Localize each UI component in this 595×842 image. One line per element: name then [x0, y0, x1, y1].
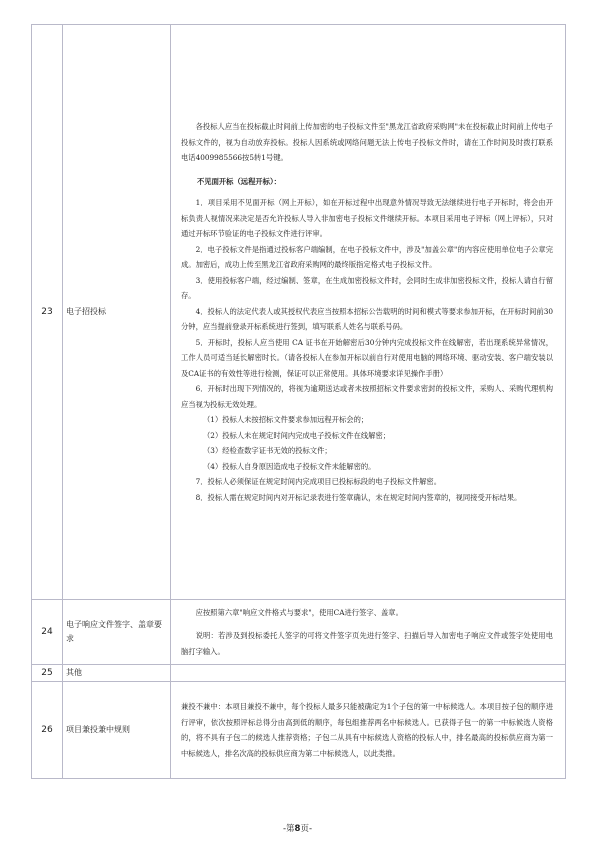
page-number: 8 [294, 824, 301, 834]
row-content [171, 25, 566, 600]
paragraph: 3．使用投标客户端，经过编制、签章，在生成加密投标文件时，会同时生成非加密投标文件，投标人请自行留存。 [181, 275, 553, 300]
info-table [31, 24, 566, 779]
row-number: 26 [32, 682, 63, 779]
table-row [32, 665, 566, 682]
paragraph: 各投标人应当在投标截止时间前上传加密的电子投标文件至"黑龙江省政府采购网"未在投标截止时间前上传电子投标文件的，视为自动放弃投标。投标人因系统或网络问题无法上传电子投标文件时，请在工作时间及时拨打联系电话4009985566按5转1号键。 [181, 122, 553, 162]
paragraph: 说明：若涉及到投标委托人签字的可将文件签字页先进行签字、扫描后导入加密电子响应文件或签字处使用电脑打字输入。 [181, 631, 553, 656]
paragraph: 应按照第六章"响应文件格式与要求"，使用CA进行签字、盖章。 [195, 607, 403, 617]
page-footer [0, 822, 595, 834]
list-item: （1）投标人未按招标文件要求参加远程开标会的； [203, 415, 369, 424]
list-item: （4）投标人自身原因造成电子投标文件未能解密的。 [203, 461, 376, 471]
footer-suffix: 页- [300, 824, 313, 834]
paragraph: 兼投不兼中：本项目兼投不兼中，每个投标人最多只能被确定为1个子包的第一中标候选人。本项目按子包的顺序进行评审，依次按照评标总得分由高到低的顺序，每包组推荐两名中标候选人。已获得子包一的第一中标候选人资格的，将不具有子包二的候选人推荐资格；子包二从具有中标候选人资格的投标人中，排名最高的投标供应商为第一中标候选人，排名次高的投标供应商为第二中标候选人，以此类推。 [181, 702, 553, 758]
row-number: 25 [32, 665, 63, 682]
subheading: 不见面开标（远程开标）： [197, 176, 281, 186]
paragraph: 6．开标时出现下列情况的，将视为逾期送达或者未按照招标文件要求密封的投标文件，采购人、采购代理机构应当视为投标无效处理。 [181, 384, 553, 409]
row-name: 电子招投标 [63, 25, 171, 600]
paragraph: 5．开标时，投标人应当使用 CA 证书在开始解密后30分钟内完成投标文件在线解密，若出现系统异常情况，工作人员可适当延长解密时长。（请各投标人在参加开标以前自行对使用电脑的网络环境、驱动安装、客户端安装以及CA证书的有效性等进行检测，保证可以正常使用。具体环境要求详见操作手册） [181, 337, 553, 378]
list-item: （2）投标人未在规定时间内完成电子投标文件在线解密； [203, 430, 391, 440]
row-content [171, 665, 566, 682]
row-name: 其他 [63, 665, 171, 682]
row-name: 电子响应文件签字、盖章要求 [63, 600, 171, 665]
table-row [32, 25, 566, 600]
row-content [171, 600, 566, 665]
table-row [32, 600, 566, 665]
paragraph: 4．投标人的法定代表人或其授权代表应当按照本招标公告载明的时间和模式等要求参加开标，在开标时间前30分钟，应当提前登录开标系统进行签到，填写联系人姓名与联系号码。 [181, 306, 553, 331]
paragraph: 2．电子投标文件是指通过投标客户端编制，在电子投标文件中，涉及"加盖公章"的内容应使用单位电子公章完成。加密后，成功上传至黑龙江省政府采购网的最终版指定格式电子投标文件。 [181, 244, 553, 269]
row-number: 24 [32, 600, 63, 665]
paragraph: 7．投标人必须保证在规定时间内完成项目已投标标段的电子投标文件解密。 [195, 477, 442, 486]
row-name: 项目兼投兼中规则 [63, 682, 171, 779]
row-content [171, 682, 566, 779]
row-number: 23 [32, 25, 63, 600]
footer-prefix: -第 [282, 824, 295, 834]
list-item: （3）经检查数字证书无效的投标文件； [203, 446, 332, 455]
paragraph: 8．投标人需在规定时间内对开标记录表进行签章确认，未在规定时间内签章的，视同接受开标结果。 [195, 492, 522, 502]
paragraph: 1．项目采用不见面开标（网上开标），如在开标过程中出现意外情况导致无法继续进行电子开标时，将会由开标负责人视情况来决定是否允许投标人导入非加密电子投标文件继续开标。本项目采用电子评标（网上评标），只对通过开标环节验证的电子投标文件进行评审。 [181, 198, 553, 238]
table-row [32, 682, 566, 779]
